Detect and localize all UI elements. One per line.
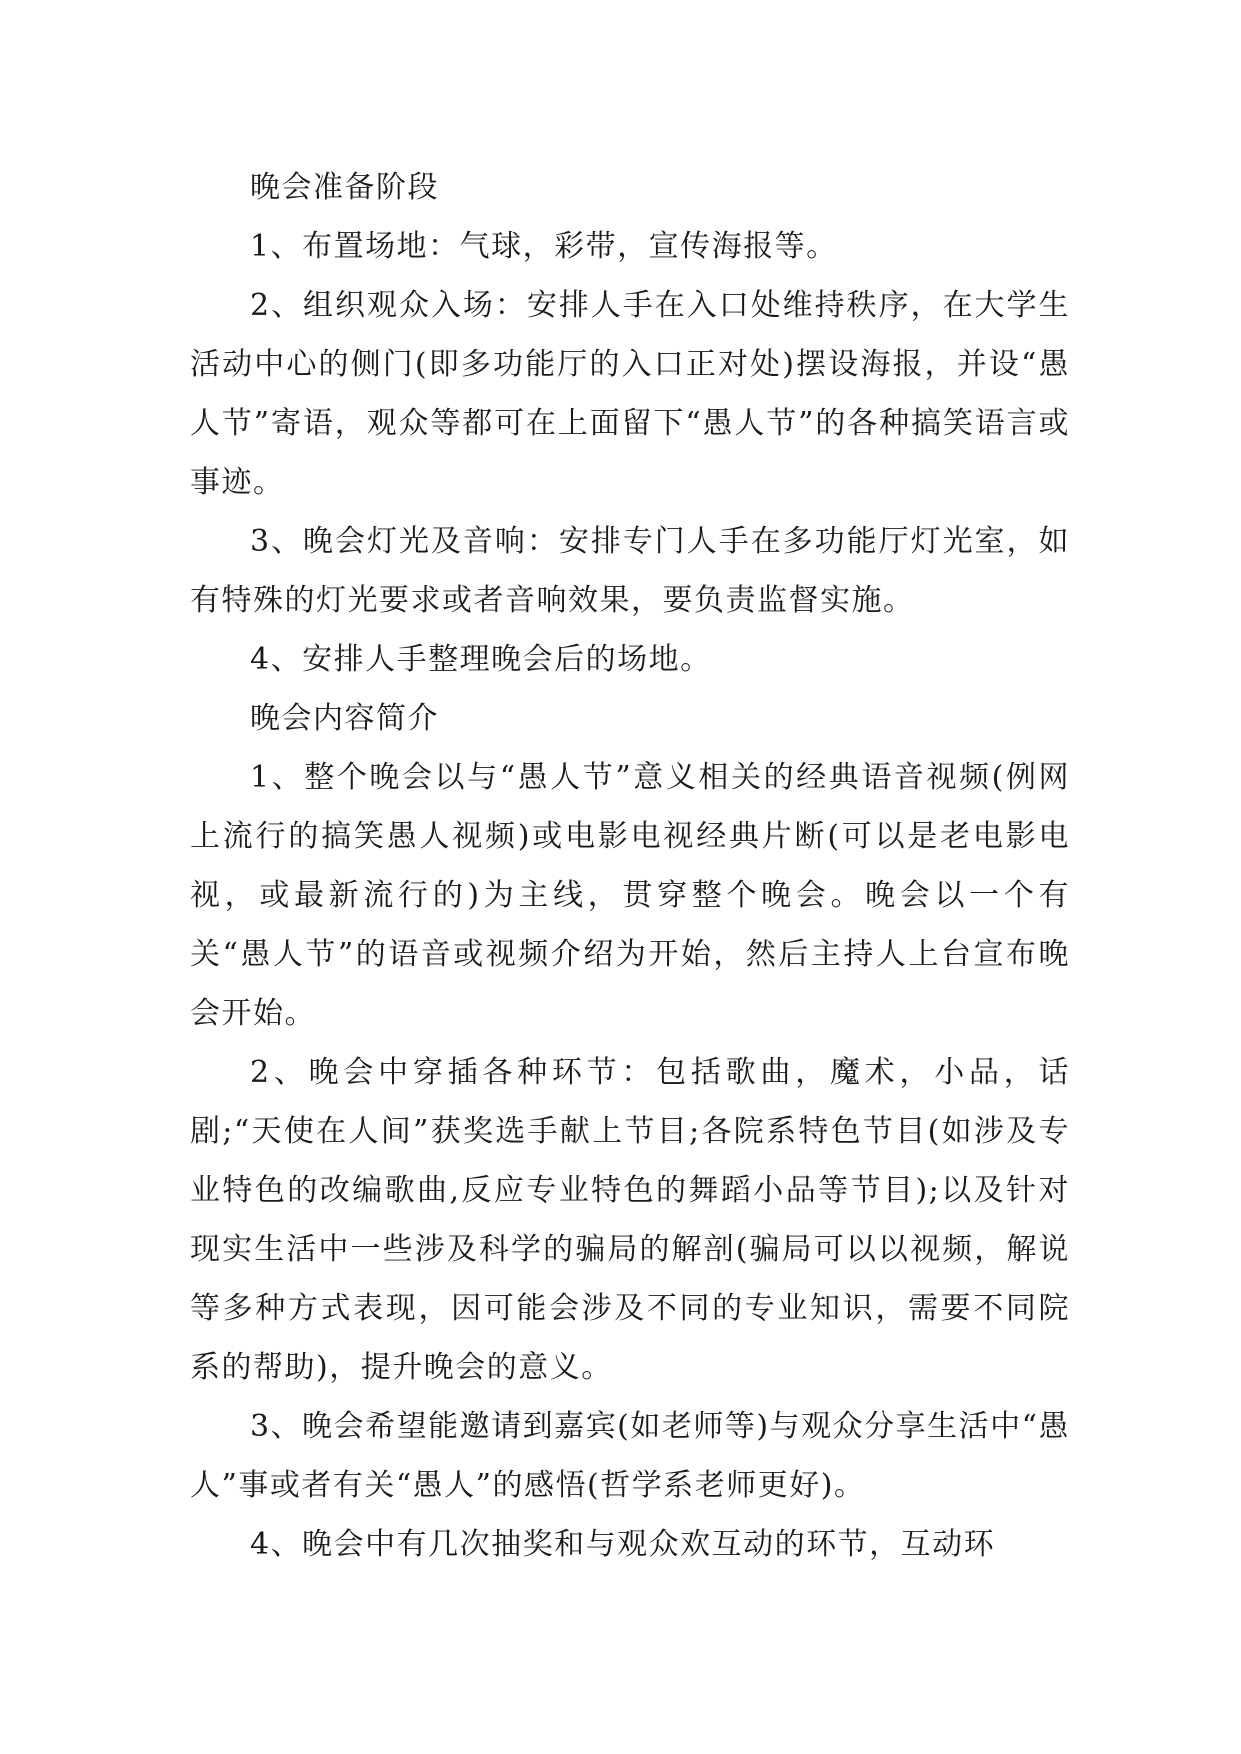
paragraph: 3、晚会希望能邀请到嘉宾(如老师等)与观众分享生活中“愚人”事或者有关“愚人”的感悟(哲学系老师更好)。 xyxy=(190,1409,1070,1503)
paragraph: 2、晚会中穿插各种环节：包括歌曲，魔术，小品，话剧;“天使在人间”获奖选手献上节目;各院系特色节目(如涉及专业特色的改编歌曲,反应专业特色的舞蹈小品等节目);以及针对现实生活中一些涉及科学的骗局的解剖(骗局可以以视频，解说等多种方式表现，因可能会涉及不同的专业知识，需要不同院系的帮助)，提升晚会的意义。 xyxy=(190,1055,1070,1385)
paragraph: 1、布置场地：气球，彩带，宣传海报等。 xyxy=(250,229,838,264)
paragraph: 1、整个晚会以与“愚人节”意义相关的经典语音视频(例网上流行的搞笑愚人视频)或电影电视经典片断(可以是老电影电视，或最新流行的)为主线，贯穿整个晚会。晚会以一个有关“愚人节”的语音或视频介绍为开始，然后主持人上台宣布晚会开始。 xyxy=(190,760,1070,1031)
paragraph: 3、晚会灯光及音响：安排专门人手在多功能厅灯光室，如有特殊的灯光要求或者音响效果，要负责监督实施。 xyxy=(190,524,1070,618)
section-heading-content: 晚会内容简介 xyxy=(250,701,439,736)
document-body xyxy=(190,158,1070,1574)
paragraph: 4、安排人手整理晚会后的场地。 xyxy=(250,642,712,677)
paragraph: 4、晚会中有几次抽奖和与观众欢互动的环节，互动环 xyxy=(250,1527,996,1562)
paragraph: 2、组织观众入场：安排人手在入口处维持秩序，在大学生活动中心的侧门(即多功能厅的入口正对处)摆设海报，并设“愚人节”寄语，观众等都可在上面留下“愚人节”的各种搞笑语言或事迹。 xyxy=(190,288,1070,500)
section-heading-preparation: 晚会准备阶段 xyxy=(250,170,439,205)
